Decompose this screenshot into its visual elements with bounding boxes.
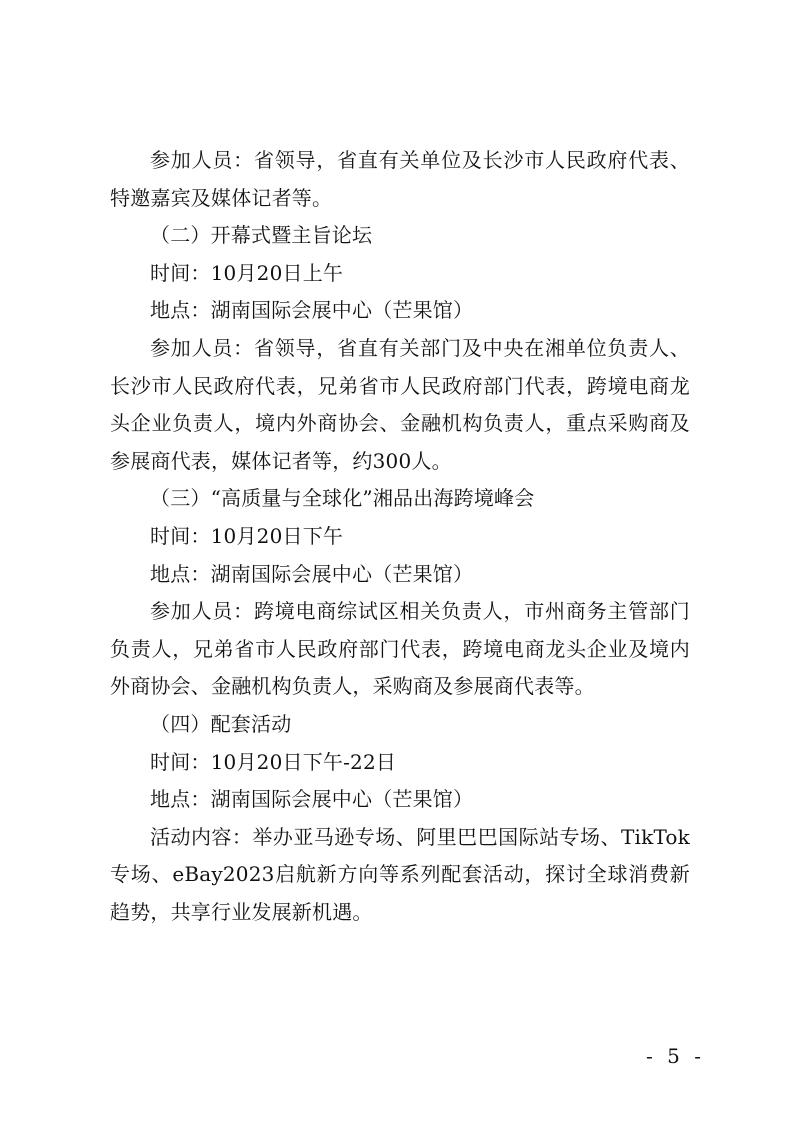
paragraph-attendees-2: 参加人员：省领导，省直有关部门及中央在湘单位负责人、长沙市人民政府代表，兄弟省市人民政府部门代表，跨境电商龙头企业负责人，境内外商协会、金融机构负责人，重点采购商及参展商代表，媒体记者等，约300人。 [110, 335, 690, 473]
paragraph-activity-content: 活动内容：举办亚马逊专场、阿里巴巴国际站专场、TikTok专场、eBay2023启航新方向等系列配套活动，探讨全球消费新趋势，共享行业发展新机遇。 [110, 824, 690, 924]
paragraph-location-4: 地点：湖南国际会展中心（芒果馆） [150, 787, 474, 812]
paragraph-time-2: 时间：10月20日上午 [150, 260, 344, 285]
paragraph-location-3: 地点：湖南国际会展中心（芒果馆） [150, 561, 474, 586]
section-heading-opening-forum: （二）开幕式暨主旨论坛 [150, 223, 373, 248]
section-heading-supporting-activities: （四）配套活动 [150, 711, 292, 736]
document-body [110, 142, 690, 931]
paragraph-time-4: 时间：10月20日下午-22日 [150, 749, 397, 774]
paragraph-time-3: 时间：10月20日下午 [150, 523, 344, 548]
section-heading-summit: （三）“高质量与全球化”湘品出海跨境峰会 [150, 486, 535, 511]
paragraph-location-2: 地点：湖南国际会展中心（芒果馆） [150, 298, 474, 323]
paragraph-attendees-3: 参加人员：跨境电商综试区相关负责人，市州商务主管部门负责人，兄弟省市人民政府部门代表，跨境电商龙头企业及境内外商协会、金融机构负责人，采购商及参展商代表等。 [110, 599, 690, 699]
paragraph-attendees-1: 参加人员：省领导，省直有关单位及长沙市人民政府代表、特邀嘉宾及媒体记者等。 [110, 148, 690, 210]
page-number: - 5 - [646, 1044, 705, 1068]
